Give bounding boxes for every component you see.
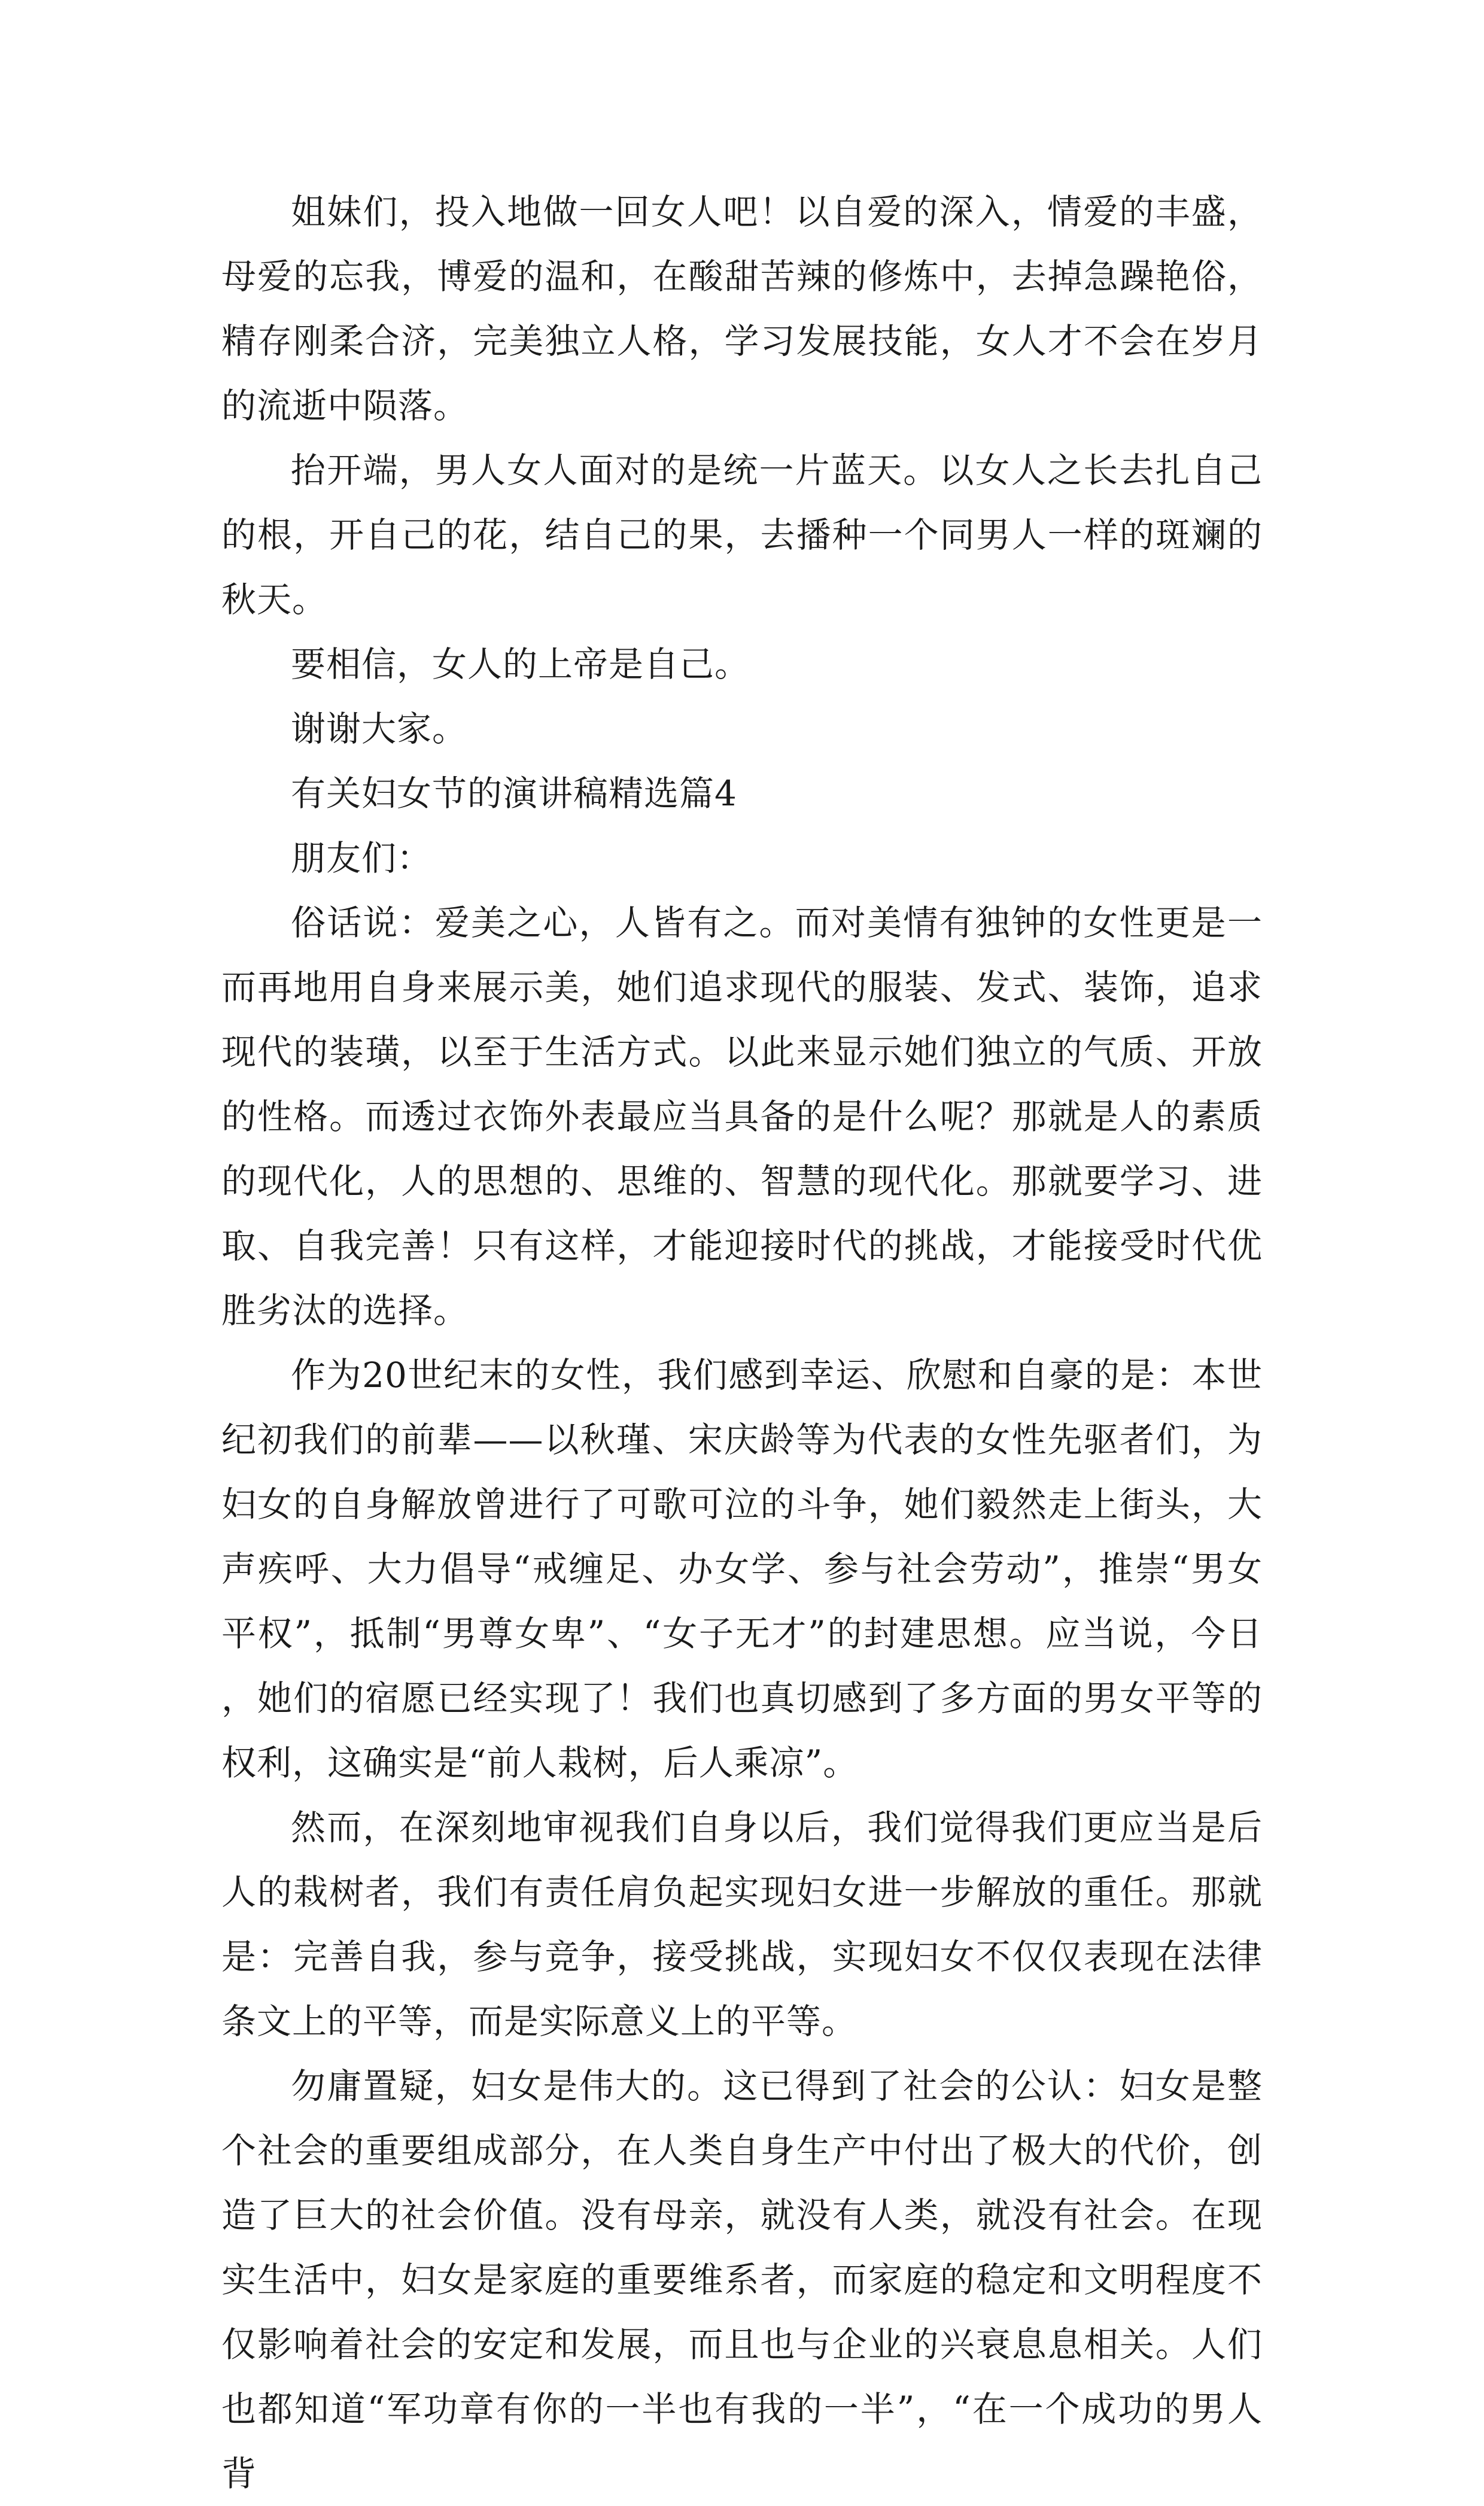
paragraph-sisters: 姐妹们，投入地做一回女人吧！以自爱的深入，情爱的丰盛，母爱的忘我，博爱的温和，在酸甜苦辣的修炼中，去掉急躁艳俗，精存刚柔合济，完美独立人格，学习发展技能，女人才不会在岁月的流逝中陨落。 xyxy=(221,191,1263,426)
paragraph-beauty: 俗话说：爱美之心，人皆有之。而对美情有独钟的女性更是一而再地用自身来展示美，她们追求现代的服装、发式、装饰，追求现代的装璜，以至于生活方式。以此来显示她们独立的气质、开放的性格。而透过衣饰外表最应当具备的是什么呢？那就是人的素质的现代化，人的思想的、思维的、智慧的现代化。那就要学习、进取、自我完善！只有这样，才能迎接时代的挑战，才能接受时代优胜劣汰的选择。 xyxy=(221,902,1263,1331)
paragraph-20th-century: 作为20世纪末的女性，我们感到幸运、欣慰和自豪的是：本世纪初我们的前辈——以秋瑾、宋庆龄等为代表的女性先驱者们，为妇女的自身解放曾进行了可歌可泣的斗争，她们毅然走上街头，大声疾呼、大力倡导“戒缠足、办女学、参与社会劳动”，推崇“男女平权”，抵制“男尊女卑”、“女子无才”的封建思想。应当说，今日，她们的宿愿已经实现了！我们也真切感到了多方面的男女平等的权利，这确实是“前人栽树，后人乘凉”。 xyxy=(221,1355,1263,1783)
paragraph-responsibility: 然而，在深刻地审视我们自身以后，我们觉得我们更应当是后人的栽树者，我们有责任肩负起实现妇女进一步解放的重任。那就是：完善自我，参与竞争，接受挑战，实现妇女不仅仅表现在法律条文上的平等，而是实际意义上的平等。 xyxy=(221,1807,1263,2042)
paragraph-greeting: 朋友们： xyxy=(291,838,433,878)
paragraph-thanks: 谢谢大家。 xyxy=(291,708,468,749)
paragraph-same-sky: 抬开端，男人女人面对的是统一片蓝天。以女人之长去扎自己的根，开自己的花，结自己的果，去播种一个同男人一样的斑斓的秋天。 xyxy=(221,450,1263,620)
paragraph-women-great: 勿庸置疑，妇女是伟大的。这已得到了社会的公认：妇女是整个社会的重要组成部分，在人类自身生产中付出了极大的代价，创造了巨大的社会价值。没有母亲，就没有人类，就没有社会。在现实生活中，妇女是家庭的重要维系者，而家庭的稳定和文明程度不仅影响着社会的安定和发展，而且也与企业的兴衰息息相关。人们也都知道“军功章有你的一半也有我的一半”，“在一个成功的男人背 xyxy=(221,2066,1263,2494)
document-body xyxy=(221,180,1263,2506)
section-heading: 有关妇女节的演讲稿精选篇4 xyxy=(291,773,737,814)
paragraph-believe: 要相信，女人的上帝是自己。 xyxy=(291,644,750,685)
